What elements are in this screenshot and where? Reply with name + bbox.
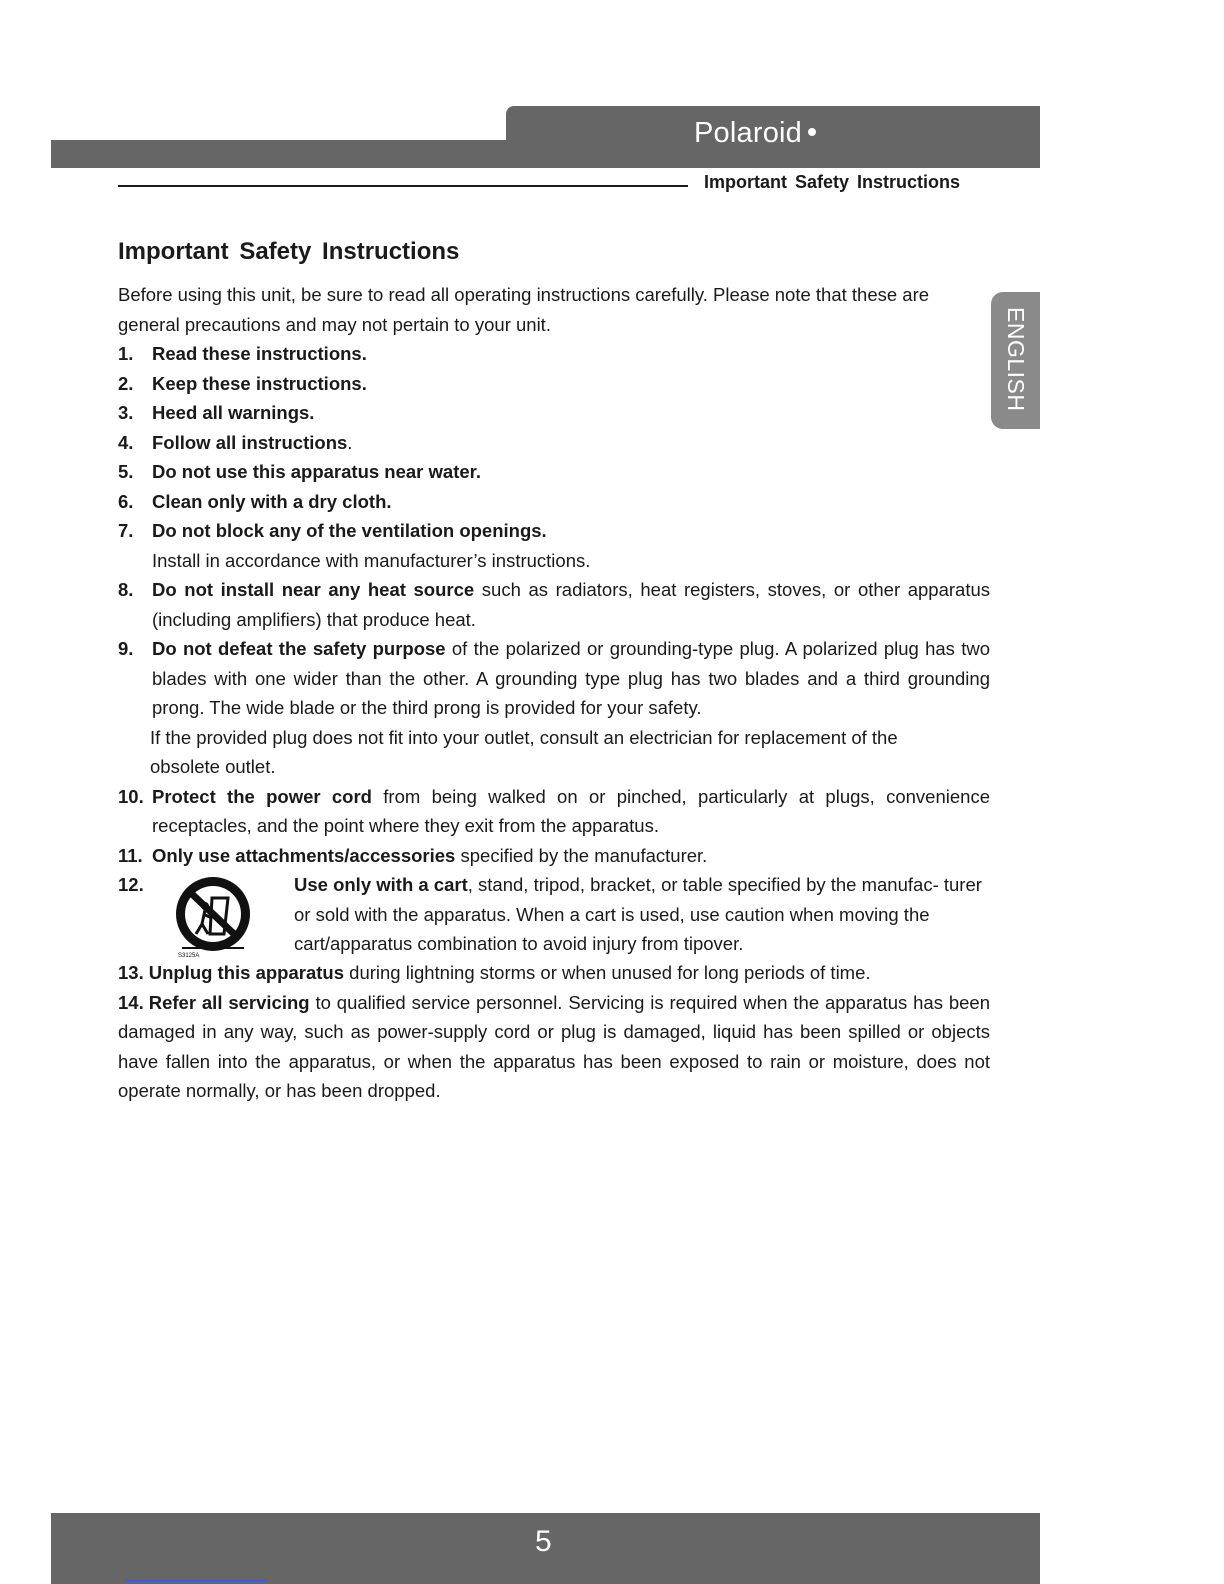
list-item-note: If the provided plug does not fit into your outlet, consult an electrician for replacement of the obsolete outlet. (150, 726, 898, 777)
list-item: 6. Clean only with a dry cloth. (118, 490, 392, 512)
header-rule (118, 185, 688, 187)
list-item: 14. Refer all servicing to qualified service personnel. Servicing is required when the apparatus has been damaged in any way, such as power-supply cord or plug is damaged, liquid has been spilled or objects have fallen into the apparatus, or when the apparatus has been exposed to rain or moisture, does not operate normally, or has been dropped. (118, 991, 991, 1101)
list-item: 7. Do not block any of the ventilation openings. (118, 520, 547, 541)
brand-name: Polaroid (694, 117, 802, 149)
footer-link-underline (126, 1580, 266, 1581)
cart-tipover-warning-icon (172, 876, 254, 958)
page-number: 5 (535, 1525, 552, 1558)
list-item: 1. Read these instructions. (118, 343, 367, 364)
brand-dot-icon (808, 128, 816, 136)
instructions-body (118, 280, 990, 1106)
list-item: 11. Only use attachments/accessories specified by the manufacturer. (118, 844, 708, 866)
list-item: 3. Heed all warnings. (118, 402, 315, 423)
list-item: 4. Follow all instructions. (118, 431, 353, 453)
list-item: 9. Do not defeat the safety purpose of the polarized or grounding-type plug. A polarized plug has two blades with one wider than the other. A grounding type plug has two blades and a third grounding prong. The wide blade or the third prong is provided for your safety. (118, 638, 990, 718)
running-section-title: Important Safety Instructions (704, 172, 961, 192)
list-item: 10. Protect the power cord from being walked on or pinched, particularly at plugs, convenience receptacles, and the point where they exit from the apparatus. (118, 785, 990, 836)
list-item: 8. Do not install near any heat source such as radiators, heat registers, stoves, or other apparatus (including amplifiers) that produce heat. (118, 579, 990, 630)
list-item: 2. Keep these instructions. (118, 372, 367, 394)
list-item: 5. Do not use this apparatus near water. (118, 461, 481, 482)
language-tab-label: ENGLISH (1003, 307, 1029, 412)
intro-paragraph: Before using this unit, be sure to read all operating instructions carefully. Please note that these are general precautions and may not pertain to your unit. (118, 284, 930, 335)
brand-logo (694, 117, 816, 150)
list-item: 13. Unplug this apparatus during lightning storms or when unused for long periods of time. (118, 962, 871, 983)
cart-icon-caption: S3125A (178, 953, 200, 958)
page-title: Important Safety Instructions (118, 238, 460, 265)
cart-item-text: Use only with a cart, stand, tripod, bracket, or table specified by the manufac- turer or sold with the apparatus. When a cart is used, use caution when moving the cart/apparatus combination to avoid injury from tipover. (294, 874, 982, 954)
list-item: 12. S3125A Use only with a cart, stand, tripod, bracket, or table specified by the manufac- turer or sold with the apparatus. When a cart is used, use caution when moving the cart/apparatus combination to avoid injury from tipover. (118, 870, 990, 958)
list-item-note: Install in accordance with manufacturer’s instructions. (152, 549, 591, 571)
